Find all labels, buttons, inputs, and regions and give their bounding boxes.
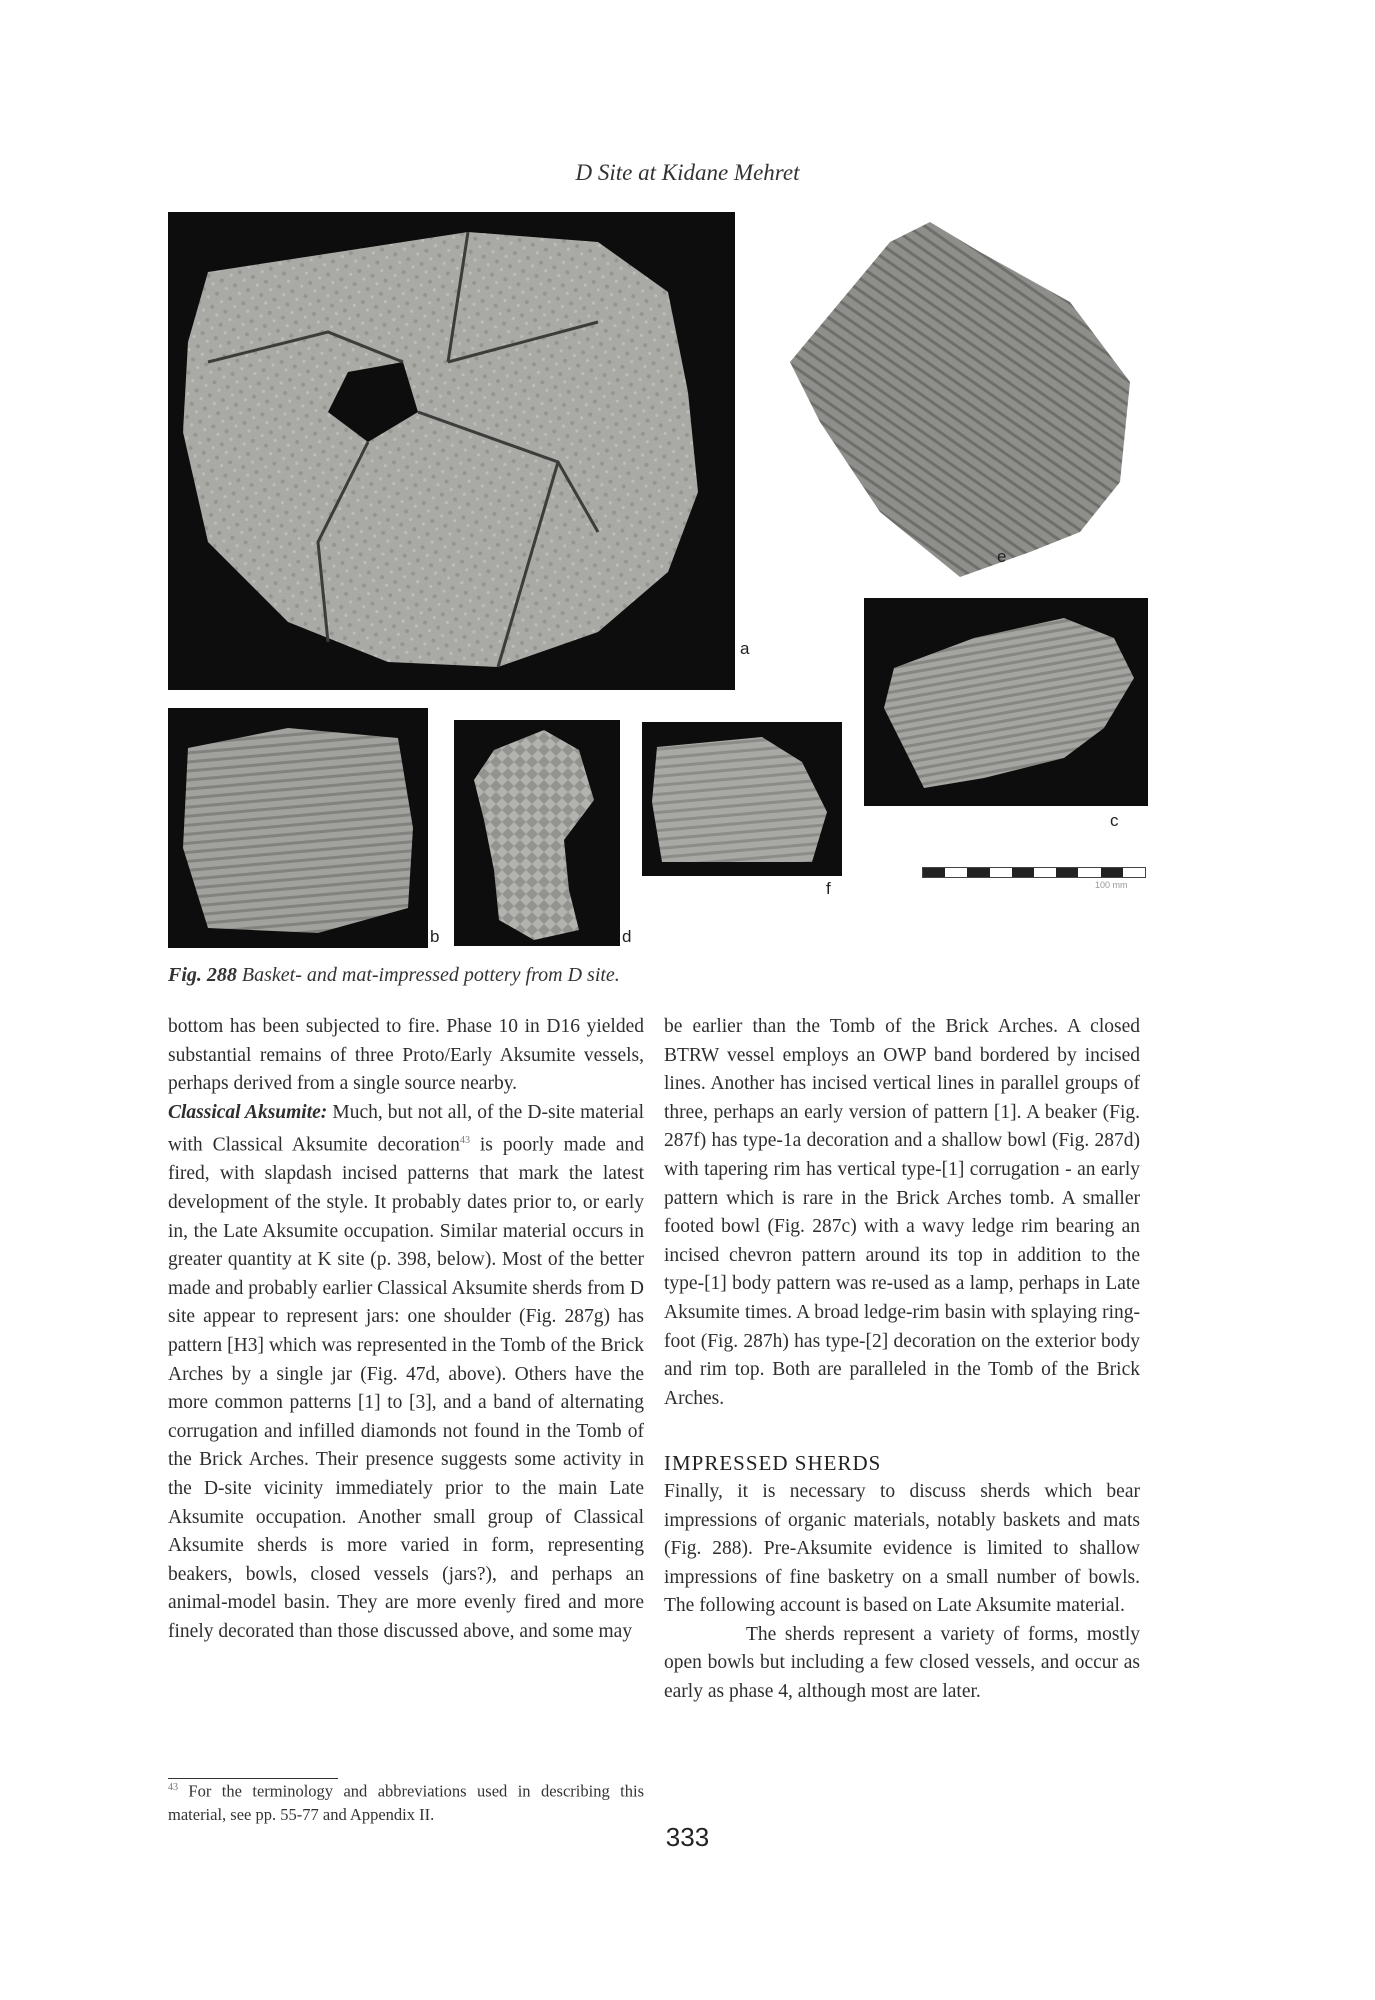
- sherd-photo-d: [454, 720, 620, 946]
- label-f: f: [826, 879, 831, 898]
- section-heading: IMPRESSED SHERDS: [664, 1451, 882, 1476]
- label-b: b: [430, 927, 440, 946]
- figure-caption: [168, 964, 620, 987]
- sherd-photo-f: [642, 722, 842, 876]
- paragraph-text: is poorly made and fired, with slapdash incised patterns that mark the latest development of the style. It probably dates prior to, or early in, the Late Aksumite occupation. Similar material occurs in greater quantity at K site (p. 398, below). Most of the better made and probably earlier Classical Aksumite sherds from D site appear to represent jars: one shoulder (Fig. 287g) has pattern [H3] which was represented in the Tomb of the Brick Arches by a single jar (Fig. 47d, above). Others have the more common patterns [1] to [3], and a band of alternating corrugation and infilled diamonds not found in the Tomb of the Brick Arches. Their presence suggests some activity in the D-site vicinity immediately prior to the main Late Aksumite occupation. Another small group of Classical Aksumite sherds is more varied in form, representing beakers, bowls, closed vessels (jars?), and perhaps an animal-model basin. They are more evenly fired and more finely decorated than those discussed above, and some may: [168, 1134, 644, 1642]
- footnote-marker: 43: [168, 1782, 178, 1793]
- label-e: e: [997, 547, 1007, 566]
- page-number: 333: [665, 1822, 710, 1852]
- label-d: d: [622, 927, 632, 946]
- footnote-ref: 43: [459, 1135, 470, 1147]
- label-a: a: [740, 639, 750, 658]
- footnote: [168, 1776, 644, 1826]
- paragraph-lead: Classical Aksumite:: [168, 1101, 328, 1123]
- paragraph: [168, 1099, 644, 1647]
- footnote-text: For the terminology and abbreviations used in describing this material, see pp. 55-77 and Appendix II.: [168, 1781, 644, 1824]
- scale-bar: [922, 867, 1146, 878]
- left-column: [168, 1013, 644, 1647]
- label-c: c: [1110, 811, 1119, 830]
- paragraph: be earlier than the Tomb of the Brick Arches. A closed BTRW vessel employs an OWP band bordered by incised lines. Another has incised vertical lines in parallel groups of three, perhaps an early version of pattern [1]. A beaker (Fig. 287f) has type-1a decoration and a shallow bowl (Fig. 287d) with tapering rim has vertical type-[1] corrugation - an early pattern which is rare in the Brick Arches tomb. A smaller footed bowl (Fig. 287c) with a wavy ledge rim bearing an incised chevron pattern around its top in addition to the type-[1] body pattern was re-used as a lamp, perhaps in Late Aksumite times. A broad ledge-rim basin with splaying ring-foot (Fig. 287h) has type-[2] decoration on the exterior body and rim top. Both are paralleled in the Tomb of the Brick Arches.: [664, 1016, 1140, 1409]
- paragraph: bottom has been subjected to fire. Phase 10 in D16 yielded substantial remains of three Proto/Early Aksumite vessels, perhaps derived from a single source nearby.: [168, 1016, 644, 1095]
- sherd-photo-a: [168, 212, 735, 690]
- paragraph: The sherds represent a variety of forms, mostly open bowls but including a few closed vessels, and occur as early as phase 4, although most are later.: [664, 1623, 1140, 1703]
- figure-caption-text: Basket- and mat-impressed pottery from D site.: [241, 964, 620, 986]
- paragraph-text: Much, but not all, of the D-site material with Classical Aksumite decoration: [168, 1101, 644, 1156]
- figure-number: Fig. 288: [168, 964, 237, 986]
- scale-bar-label: 100 mm: [1095, 880, 1128, 890]
- right-column: [664, 1013, 1140, 1707]
- running-head: D Site at Kidane Mehret: [575, 160, 800, 185]
- sherd-photo-b: [168, 708, 428, 948]
- sherd-photo-c: [864, 598, 1148, 806]
- paragraph: Finally, it is necessary to discuss sherds which bear impressions of organic materials, notably baskets and mats (Fig. 288). Pre-Aksumite evidence is limited to shallow impressions of fine basketry on a small number of bowls. The following account is based on Late Aksumite material.: [664, 1480, 1140, 1617]
- sherd-photo-e: [780, 212, 1150, 582]
